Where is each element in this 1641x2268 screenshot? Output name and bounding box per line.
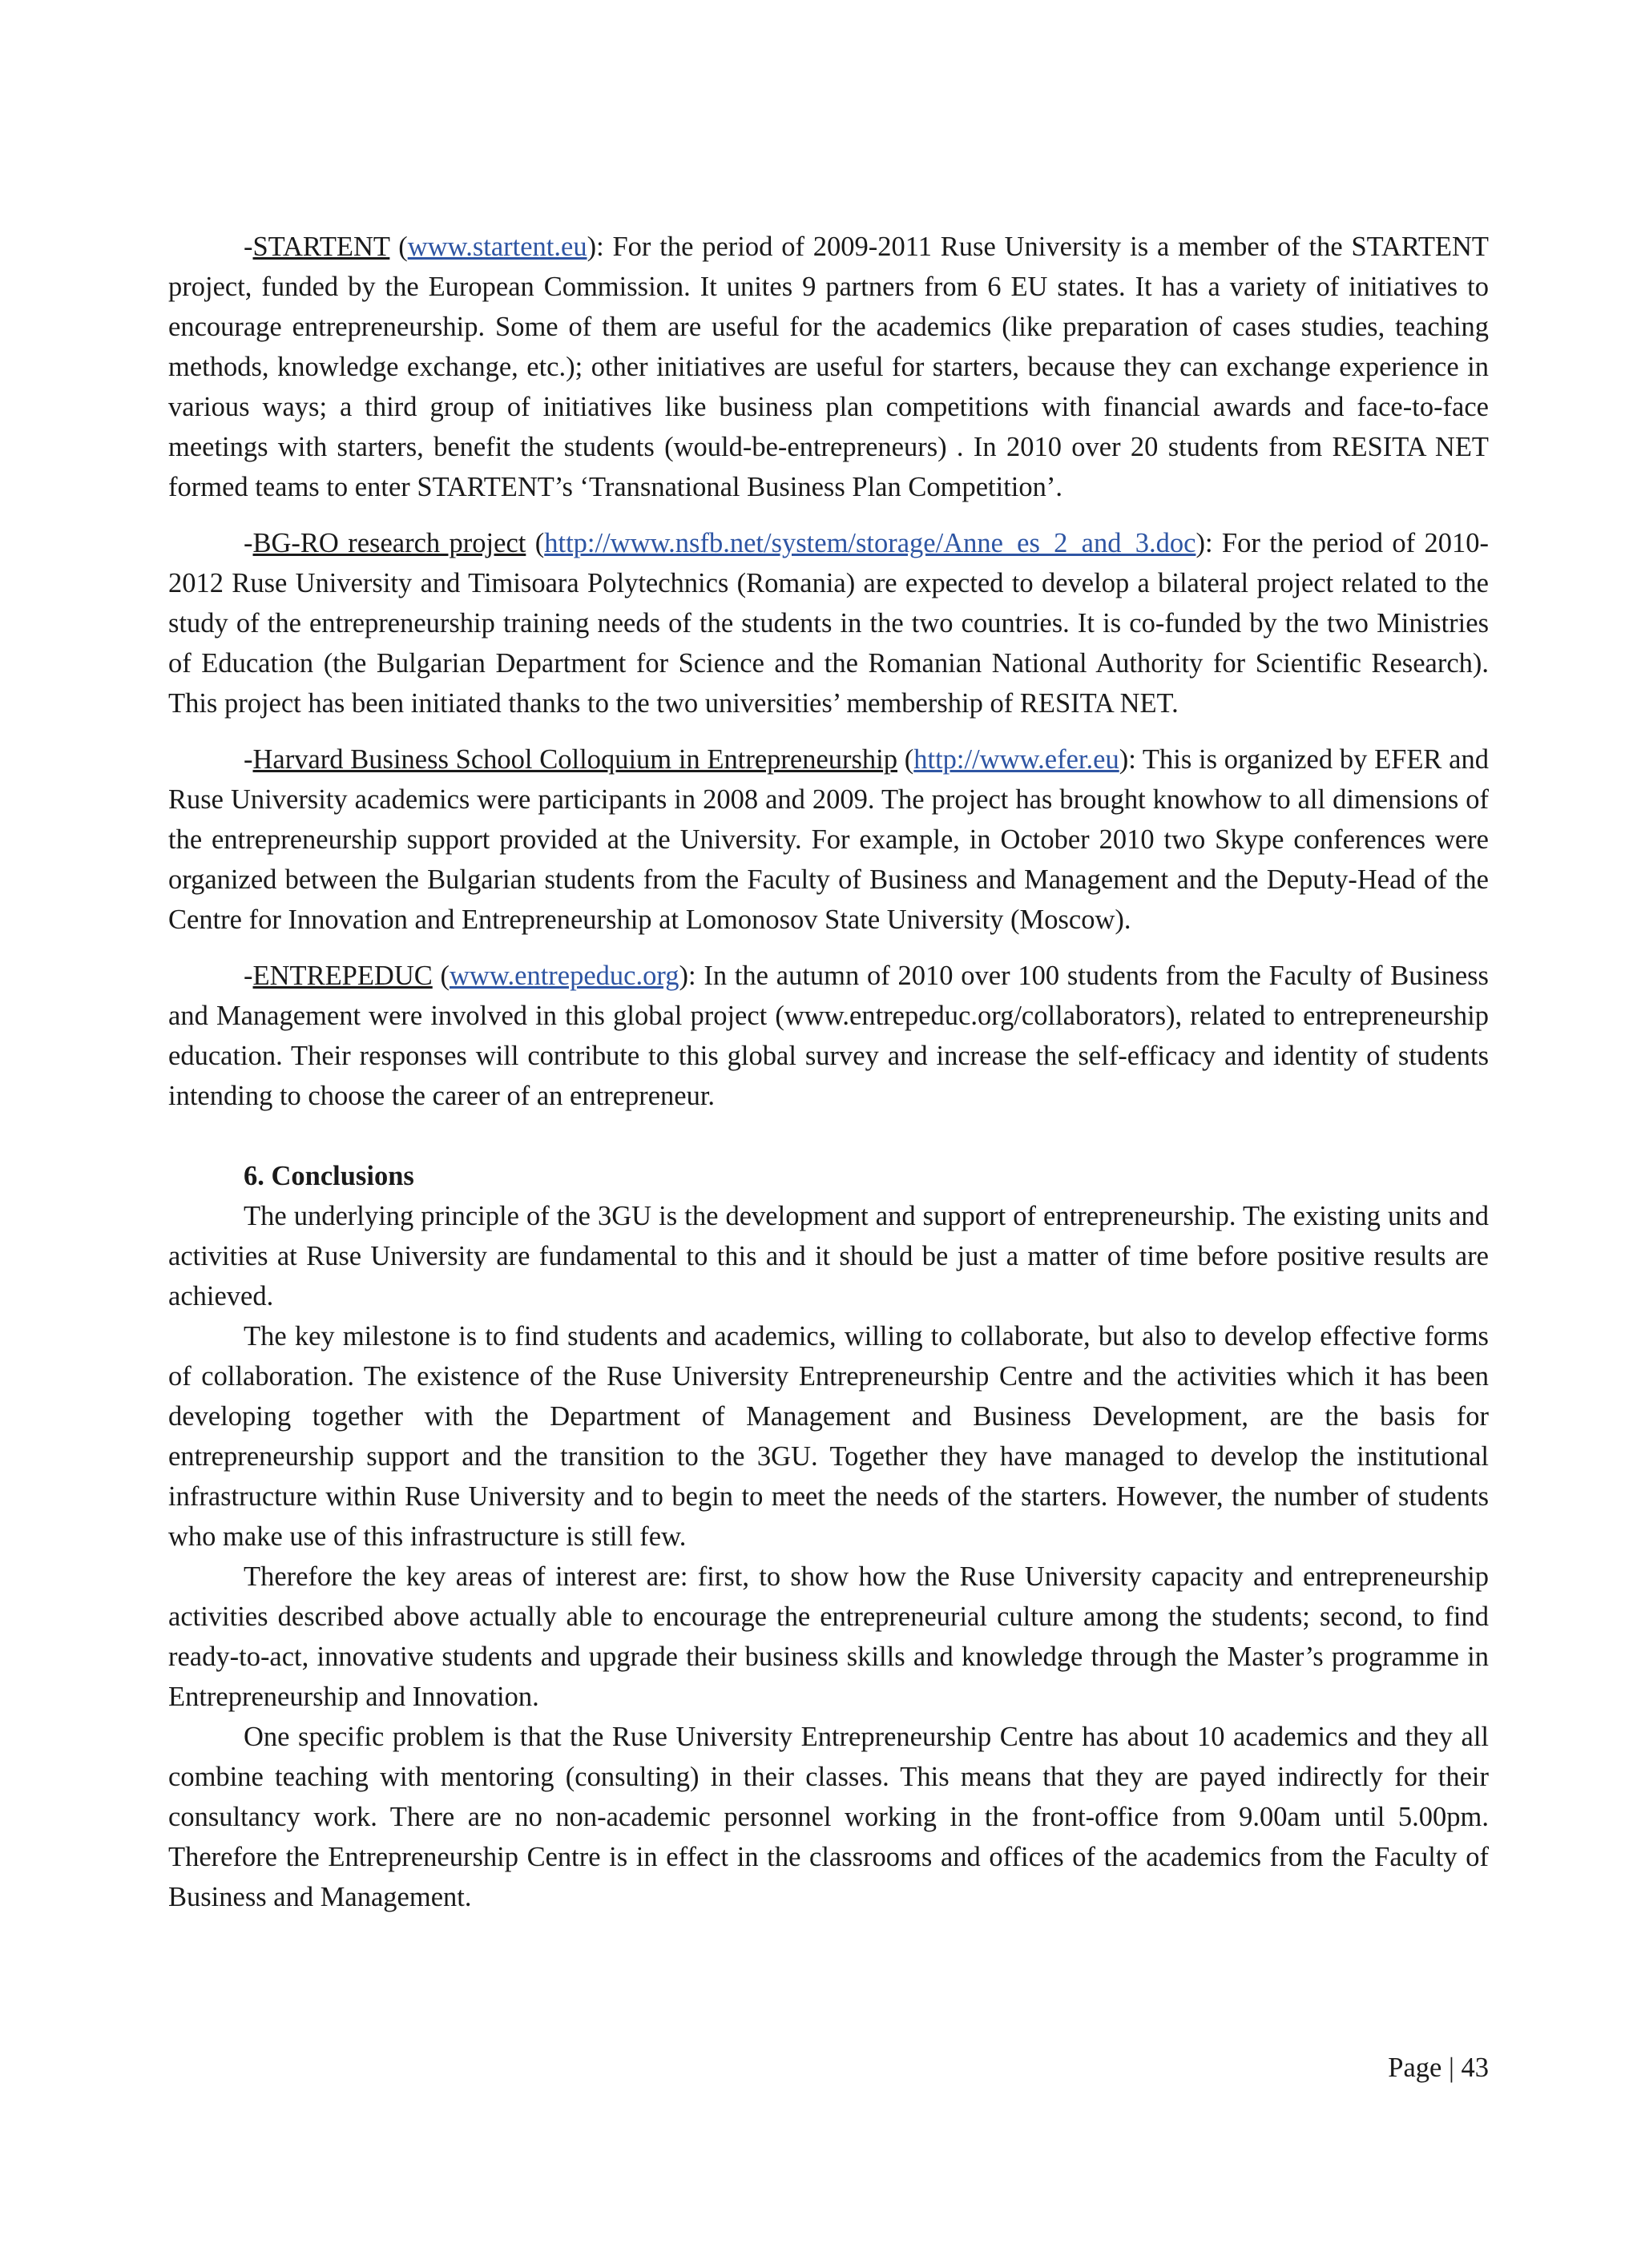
project-link[interactable]: www.entrepeduc.org bbox=[450, 961, 679, 991]
project-description: : For the period of 2009-2011 Ruse University is a member of the STARTENT project, funded by the European Commission. It unites 9 partners from 6 EU states. It has a variety of initiatives to encourage entrepreneurship. Some of them are useful for the academics (like preparation of cases studies, teaching methods, knowledge exchange, etc.); other initiatives are useful for starters, because they can exchange experience in various ways; a third group of initiatives like business plan competitions with financial awards and face-to-face meetings with starters, benefit the students (would-be-entrepreneurs) . In 2010 over 20 students from RESITA NET formed teams to enter STARTENT’s ‘Transnational Business Plan Competition’. bbox=[168, 232, 1489, 502]
project-name: BG-RO research project bbox=[252, 528, 526, 558]
conclusion-paragraph: One specific problem is that the Ruse University Entrepreneurship Centre has about 10 academics and they all combine teaching with mentoring (consulting) in their classes. This means that they are payed indirectly for their consultancy work. There are no non-academic personnel working in the front-office from 9.00am until 5.00pm. Therefore the Entrepreneurship Centre is in effect in the classrooms and offices of the academics from the Faculty of Business and Management. bbox=[168, 1722, 1489, 1912]
conclusion-paragraph: The key milestone is to find students and academics, willing to collaborate, but also to develop effective forms of collaboration. The existence of the Ruse University Entrepreneurship Centre and the activities which it has been developing together with the Department of Management and Business Development, are the basis for entrepreneurship support and the transition to the 3GU. Together they have managed to develop the institutional infrastructure within Ruse University and to begin to meet the needs of the starters. However, the number of students who make use of this infrastructure is still few. bbox=[168, 1321, 1489, 1552]
project-name: STARTENT bbox=[252, 232, 390, 262]
project-name: Harvard Business School Colloquium in Entrepreneurship bbox=[252, 744, 898, 775]
section-heading-conclusions: 6. Conclusions bbox=[244, 1161, 414, 1191]
page-number: Page | 43 bbox=[1388, 2052, 1489, 2083]
project-link[interactable]: www.startent.eu bbox=[407, 232, 587, 262]
project-link[interactable]: http://www.nsfb.net/system/storage/Anne_es_2_and_3.doc bbox=[544, 528, 1196, 558]
document-page bbox=[168, 227, 1489, 1917]
project-bg-ro: -BG-RO research project (http://www.nsfb.net/system/storage/Anne_es_2_and_3.doc): For the period of 2010-2012 Ruse University and Timisoara Polytechnics (Romania) are expected to develop a bilateral project related to the study of the entrepreneurship training needs of the students in the two countries. It is co-funded by the two Ministries of Education (the Bulgarian Department for Science and the Romanian National Authority for Scientific Research). This project has been initiated thanks to the two universities’ membership of RESITA NET. bbox=[168, 528, 1489, 719]
project-description: : This is organized by EFER and Ruse University academics were participants in 2008 and 2009. The project has brought knowhow to all dimensions of the entrepreneurship support provided at the University. For example, in October 2010 two Skype conferences were organized between the Bulgarian students from the Faculty of Business and Management and the Deputy-Head of the Centre for Innovation and Entrepreneurship at Lomonosov State University (Moscow). bbox=[168, 744, 1489, 935]
project-entrepeduc: -ENTREPEDUC (www.entrepeduc.org): In the autumn of 2010 over 100 students from the Faculty of Business and Management were involved in this global project (www.entrepeduc.org/collaborators), related to entrepreneurship education. Their responses will contribute to this global survey and increase the self-efficacy and identity of students intending to choose the career of an entrepreneur. bbox=[168, 961, 1489, 1111]
conclusion-paragraph: Therefore the key areas of interest are: first, to show how the Ruse University capacity and entrepreneurship activities described above actually able to encourage the entrepreneurial culture among the students; second, to find ready-to-act, innovative students and upgrade their business skills and knowledge through the Master’s programme in Entrepreneurship and Innovation. bbox=[168, 1561, 1489, 1712]
project-description: : In the autumn of 2010 over 100 students from the Faculty of Business and Management were involved in this global project (www.entrepeduc.org/collaborators), related to entrepreneurship education. Their responses will contribute to this global survey and increase the self-efficacy and identity of students intending to choose the career of an entrepreneur. bbox=[168, 961, 1489, 1111]
conclusion-paragraph: The underlying principle of the 3GU is the development and support of entrepreneurship. The existing units and activities at Ruse University are fundamental to this and it should be just a matter of time before positive results are achieved. bbox=[168, 1201, 1489, 1311]
project-startent: -STARTENT (www.startent.eu): For the period of 2009-2011 Ruse University is a member of the STARTENT project, funded by the European Commission. It unites 9 partners from 6 EU states. It has a variety of initiatives to encourage entrepreneurship. Some of them are useful for the academics (like preparation of cases studies, teaching methods, knowledge exchange, etc.); other initiatives are useful for starters, because they can exchange experience in various ways; a third group of initiatives like business plan competitions with financial awards and face-to-face meetings with starters, benefit the students (would-be-entrepreneurs) . In 2010 over 20 students from RESITA NET formed teams to enter STARTENT’s ‘Transnational Business Plan Competition’. bbox=[168, 232, 1489, 502]
project-name: ENTREPEDUC bbox=[252, 961, 433, 991]
project-harvard-colloquium: -Harvard Business School Colloquium in Entrepreneurship (http://www.efer.eu): This is organized by EFER and Ruse University academics were participants in 2008 and 2009. The project has brought knowhow to all dimensions of the entrepreneurship support provided at the University. For example, in October 2010 two Skype conferences were organized between the Bulgarian students from the Faculty of Business and Management and the Deputy-Head of the Centre for Innovation and Entrepreneurship at Lomonosov State University (Moscow). bbox=[168, 744, 1489, 935]
project-description: : For the period of 2010-2012 Ruse University and Timisoara Polytechnics (Romania) are expected to develop a bilateral project related to the study of the entrepreneurship training needs of the students in the two countries. It is co-funded by the two Ministries of Education (the Bulgarian Department for Science and the Romanian National Authority for Scientific Research). This project has been initiated thanks to the two universities’ membership of RESITA NET. bbox=[168, 528, 1489, 719]
project-link[interactable]: http://www.efer.eu bbox=[913, 744, 1119, 775]
